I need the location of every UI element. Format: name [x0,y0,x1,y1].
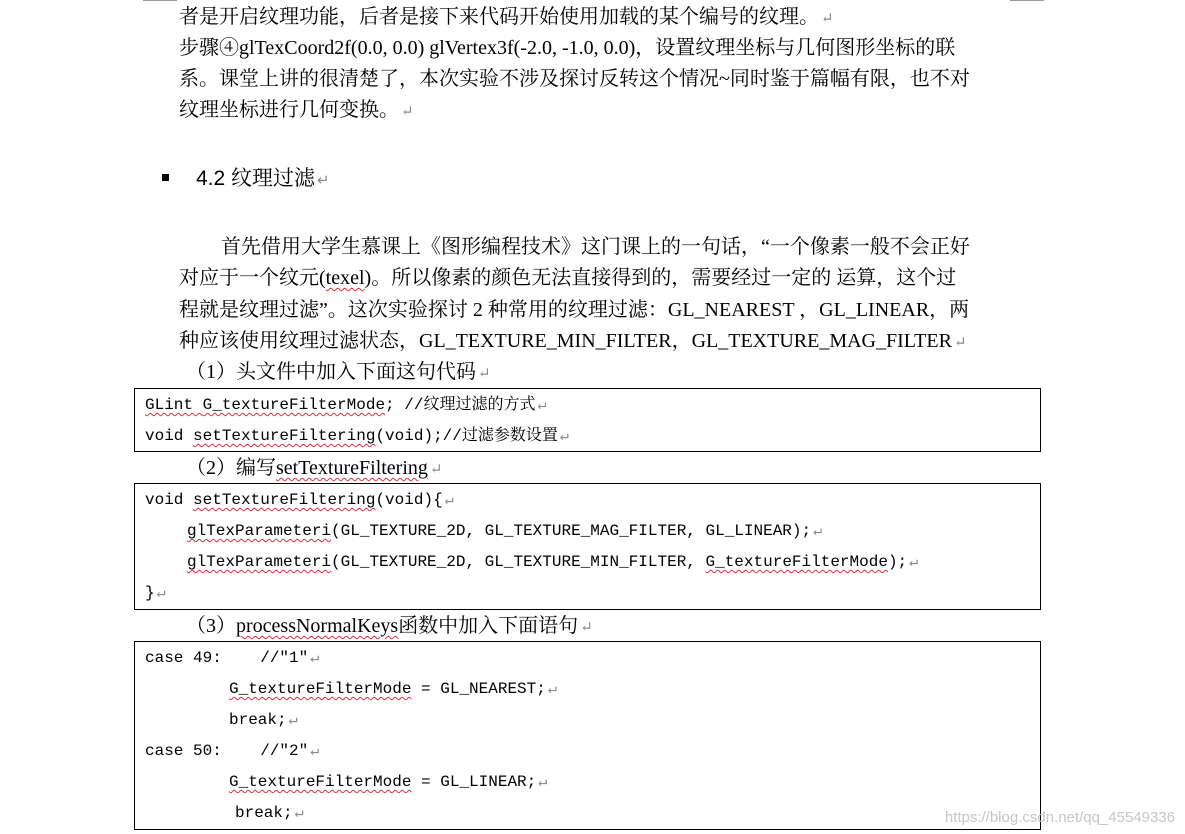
code-token-function: glTexParameteri [187,553,332,571]
paragraph-mark: ↵ [444,492,454,509]
step-1-text: （1）头文件中加入下面这句代码 [186,361,476,383]
step-1-label [186,358,491,388]
code-line [187,521,822,542]
paragraph-mark: ↵ [294,805,304,822]
paragraph-mark: ↵ [953,335,967,351]
code-line [229,710,298,731]
paragraph-mark: ↵ [821,11,834,27]
code-case-label: case 50: //"2" [145,742,309,760]
step-2-label [186,454,442,484]
watermark: https://blog.csdn.net/qq_45549336 [944,809,1175,826]
heading-number: 4.2 [196,167,226,190]
spellcheck-word: texel [325,267,365,289]
code-token-rest: (GL_TEXTURE_2D, GL_TEXTURE_MAG_FILTER, GL_LINEAR); [331,522,812,540]
paragraph-2-line-2a: 对应于一个纹元( [179,267,326,289]
paragraph-mark: ↵ [310,650,320,667]
code-line [145,490,454,511]
paragraph-2-line-3: 程就是纹理过滤”。这次实验探讨 2 种常用的纹理过滤：GL_NEAREST ，GL_LINEAR，两 [179,299,970,321]
code-block-3 [134,641,1041,830]
code-line [235,803,304,824]
paragraph-2-line-2c: )。所以像素的颜色无法直接得到的，需要经过一定的 运算，这个过 [364,267,957,289]
code-break: break; [235,804,293,822]
paragraph-mark: ↵ [909,554,919,571]
code-token-rest: (void);//过滤参数设置 [375,427,558,445]
code-block-1 [134,388,1041,452]
code-token-type: void [145,427,194,445]
code-token-rest: = GL_NEAREST; [411,680,546,698]
code-line [229,772,547,793]
paragraph-mark: ↵ [156,585,166,602]
paragraph-mark: ↵ [547,681,557,698]
code-line [145,583,166,604]
code-token-variable: G_textureFilterMode [705,553,888,571]
code-token-args: (GL_TEXTURE_2D, GL_TEXTURE_MIN_FILTER, [331,553,706,571]
paragraph-mark: ↵ [317,172,330,189]
code-token-rest: ); [887,553,908,571]
code-token-rest: = GL_LINEAR; [411,773,537,791]
code-token-type: void [145,491,194,509]
paragraph-mark: ↵ [401,104,414,120]
step-3-function: processNormalKeys [236,615,399,637]
code-token-function: setTextureFiltering [193,427,376,445]
paragraph-1-line-4: 纹理坐标进行几何变换。 [179,99,399,121]
paragraph-mark: ↵ [310,743,320,760]
heading-title: 纹理过滤 [231,166,316,190]
code-line [145,648,319,669]
paragraph-mark: ↵ [538,774,548,791]
code-token-variable: G_textureFilterMode [229,773,412,791]
paragraph-1-line-3: 系。课堂上讲的很清楚了，本次实验不涉及探讨反转这个情况~同时鉴于篇幅有限，也不对 [179,68,970,90]
paragraph-mark: ↵ [478,366,491,382]
page-corner-left [143,0,177,1]
code-line [145,741,319,762]
code-token-variable: G_textureFilterMode [229,680,412,698]
code-case-label: case 49: //"1" [145,649,309,667]
step-3-label [186,612,593,642]
step-3-prefix: （3） [186,615,236,637]
paragraph-1-line-2: 步骤④glTexCoord2f(0.0, 0.0) glVertex3f(-2.0, -1.0, 0.0)，设置纹理坐标与几何图形坐标的联 [179,37,956,59]
paragraph-mark: ↵ [580,620,593,636]
step-2-prefix: （2）编写 [186,457,276,479]
bullet-icon [162,174,169,181]
code-line [229,679,557,700]
code-token-variable: G_textureFilterMode [202,396,386,414]
paragraph-1-line-1: 者是开启纹理功能，后者是接下来代码开始使用加载的某个编号的纹理。 [179,6,819,28]
page-corner-right [1010,0,1044,1]
code-token-type: GLint [145,396,203,414]
code-token-brace: } [145,584,155,602]
step-3-suffix: 函数中加入下面语句 [398,615,579,637]
code-token-rest: ; //纹理过滤的方式 [385,396,536,414]
paragraph-mark: ↵ [537,397,547,414]
code-break: break; [229,711,287,729]
code-token-rest: (void){ [375,491,443,509]
code-line [145,426,569,447]
code-line [145,395,547,416]
code-block-2 [134,483,1041,610]
paragraph-mark: ↵ [813,523,823,540]
paragraph-mark: ↵ [559,428,569,445]
section-heading [162,163,330,196]
code-line [187,552,918,573]
step-2-function: setTextureFiltering [276,457,428,479]
paragraph-mark: ↵ [288,712,298,729]
paragraph-mark: ↵ [429,462,443,478]
paragraph-2-line-4: 种应该使用纹理过滤状态，GL_TEXTURE_MIN_FILTER，GL_TEXTURE_MAG_FILTER [179,330,952,352]
paragraph-2-line-1: 首先借用大学生慕课上《图形编程技术》这门课上的一句话，“一个像素一般不会正好 [221,236,970,258]
code-token-function: setTextureFiltering [193,491,376,509]
code-token-function: glTexParameteri [187,522,332,540]
